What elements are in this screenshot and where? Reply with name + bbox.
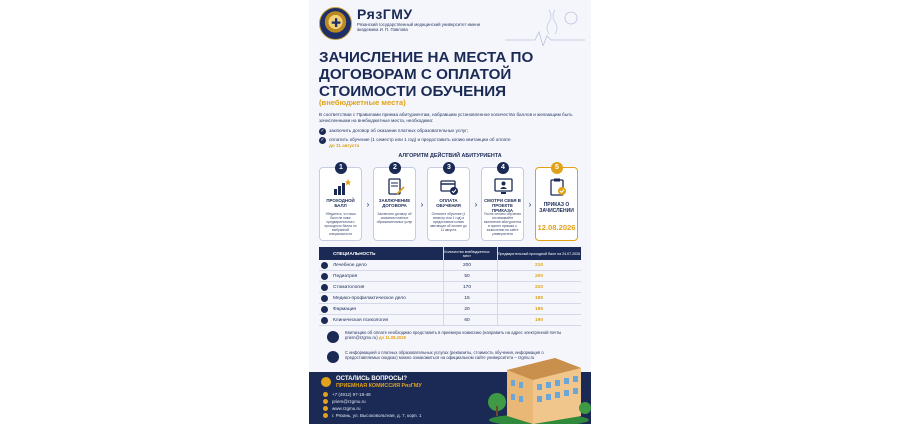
column-header-score: Предварительный проходной балл на 24.07.2026	[497, 251, 581, 256]
score-value: 190	[534, 318, 543, 323]
chevron-right-icon: ›	[366, 200, 370, 209]
places-value: 50	[464, 274, 470, 279]
contact-address	[323, 413, 422, 418]
score-value: 185	[534, 296, 543, 301]
step-number: 2	[389, 162, 401, 174]
mail-icon	[323, 399, 328, 404]
places-value: 200	[462, 263, 471, 268]
email-text[interactable]: priem@rzgmu.ru	[332, 399, 366, 404]
step-title: ПРОХОДНОЙ БАЛЛ	[326, 198, 355, 209]
table-row	[319, 293, 581, 304]
address-text: г. Рязань, ул. Высоковольтная, д. 7, корп. 1	[332, 413, 422, 418]
condition-text: заключить договор об оказании платных образовательных услуг;	[329, 128, 469, 133]
note-text: Квитанцию об оплате необходимо представить в приемную комиссию (направить на адрес электронной почты priem@rzgmu.ru)	[345, 330, 562, 341]
step-number: 5	[551, 162, 563, 174]
specialty-name: Лечебное дело	[333, 263, 367, 268]
places-value: 60	[464, 318, 470, 323]
questions-heading: ОСТАЛИСЬ ВОПРОСЫ?	[336, 376, 408, 382]
document-pen-icon	[386, 178, 405, 196]
page-title: ЗАЧИСЛЕНИЕ НА МЕСТА ПО ДОГОВОРАМ С ОПЛАТОЙ СТОИМОСТИ ОБУЧЕНИЯ	[319, 49, 534, 100]
specialty-name: Клиническая психология	[333, 318, 389, 323]
table-row	[319, 282, 581, 293]
contact-phone	[323, 392, 371, 397]
table-row	[319, 315, 581, 326]
step-title: ПРИКАЗ О ЗАЧИСЛЕНИИ	[539, 202, 574, 214]
algorithm-title: АЛГОРИТМ ДЕЙСТВИЙ АБИТУРИЕНТА	[398, 153, 502, 159]
admission-committee-label: ПРИЕМНАЯ КОМИССИЯ РязГМУ	[336, 383, 422, 389]
table-row	[319, 304, 581, 315]
globe-icon	[323, 406, 328, 411]
places-value: 15	[464, 296, 470, 301]
step-description: Оплатите обучение (1 семестр или 1 год) и предоставьте копию квитанции об оплате до 11 августа	[430, 212, 467, 233]
specialty-name: Стоматология	[333, 285, 365, 290]
step-number: 3	[443, 162, 455, 174]
specialty-name: Медико-профилактическое дело	[333, 296, 406, 301]
places-value: 20	[464, 307, 470, 312]
step-title: ЗАКЛЮЧЕНИЕ ДОГОВОРА	[378, 198, 411, 209]
step-number: 1	[335, 162, 347, 174]
page-subtitle: (внебюджетные места)	[319, 98, 406, 107]
places-value: 170	[462, 285, 471, 290]
chevron-right-icon: ›	[528, 200, 532, 209]
specialty-icon	[321, 284, 328, 291]
admission-poster	[309, 0, 591, 424]
phone-text: +7 (4912) 97-18-48	[332, 392, 371, 397]
step-description: Убедитесь, что ваш балл не ниже предварительного проходного балла по выбранной специальности	[324, 212, 357, 237]
algorithm-step-3	[427, 164, 470, 241]
score-value: 185	[534, 307, 543, 312]
step-title: ОПЛАТА ОБУЧЕНИЯ	[436, 198, 461, 209]
step-description: После оплаты обучения отслеживайте включение абитуриента в проект приказа о зачислении на сайте университета	[484, 212, 521, 237]
credit-card-icon	[440, 178, 459, 196]
enrollment-date: 12.08.2026	[537, 223, 576, 232]
location-pin-icon	[323, 413, 328, 418]
specialty-icon	[321, 262, 328, 269]
contact-email[interactable]	[323, 399, 366, 404]
specialty-name: Педиатрия	[333, 274, 358, 279]
algorithm-step-4	[481, 164, 524, 241]
specialty-icon	[321, 317, 328, 324]
table-divider	[443, 247, 444, 326]
table-header	[319, 247, 581, 260]
algorithm-step-5	[535, 164, 578, 241]
phone-icon	[321, 377, 331, 387]
condition-item	[319, 128, 581, 134]
specialty-name: Фармация	[333, 307, 356, 312]
step-description: Заключите договор об оказании платных образовательных услуг	[376, 212, 413, 225]
intro-text: В соответствии с Правилами приема абитуриентам, набравшим установленное количество баллов и желающим быть зачисленными на внебюджетные места, необходимо:	[319, 112, 573, 123]
university-building-icon	[485, 340, 591, 424]
column-header-places: Количество внебюджетных мест	[444, 249, 490, 258]
table-row	[319, 271, 581, 282]
algorithm-step-1	[319, 164, 362, 241]
medical-decoration-icon	[505, 6, 585, 46]
column-header-specialty: СПЕЦИАЛЬНОСТЬ	[333, 251, 376, 256]
bar-chart-icon	[332, 178, 351, 196]
condition-item	[319, 137, 581, 149]
specialty-icon	[321, 273, 328, 280]
score-value: 210	[534, 263, 543, 268]
checkmark-icon: ✓	[320, 128, 325, 134]
specialty-icon	[321, 306, 328, 313]
specialty-icon	[321, 295, 328, 302]
condition-text: оплатить обучение (1 семестр или 1 год) и предоставить копию квитанции об оплате	[329, 137, 511, 142]
step-title: СМОТРИ СЕБЯ В ПРОЕКТЕ ПРИКАЗА	[484, 198, 521, 214]
table-row	[319, 260, 581, 271]
table-divider	[497, 247, 498, 326]
algorithm-step-2	[373, 164, 416, 241]
university-full-name: Рязанский государственный медицинский университет имени академика И. П. Павлова	[357, 22, 481, 33]
checkmark-icon: ✓	[320, 137, 325, 143]
condition-deadline: до 11 августа	[329, 142, 360, 148]
chevron-right-icon: ›	[474, 200, 478, 209]
phone-icon	[323, 392, 328, 397]
score-value: 220	[534, 285, 543, 290]
chevron-right-icon: ›	[420, 200, 424, 209]
score-value: 200	[534, 274, 543, 279]
contact-site[interactable]	[323, 406, 361, 411]
brand-name: РязГМУ	[357, 6, 413, 22]
step-number: 4	[497, 162, 509, 174]
globe-icon	[327, 351, 339, 363]
note-text: С информацией о платных образовательных услугах (реквизиты, стоимость обучения, информация о предоставляемых скидках) можно ознакомиться на официальном сайте университета – rzgmu.ru	[345, 350, 544, 361]
monitor-user-icon	[494, 178, 513, 196]
note-deadline: до 11.08.2026	[378, 335, 406, 341]
university-emblem-icon: ✚	[319, 7, 352, 40]
receipt-icon	[327, 331, 339, 343]
clipboard-check-icon	[548, 178, 567, 196]
site-text[interactable]: www.rzgmu.ru	[332, 406, 361, 411]
